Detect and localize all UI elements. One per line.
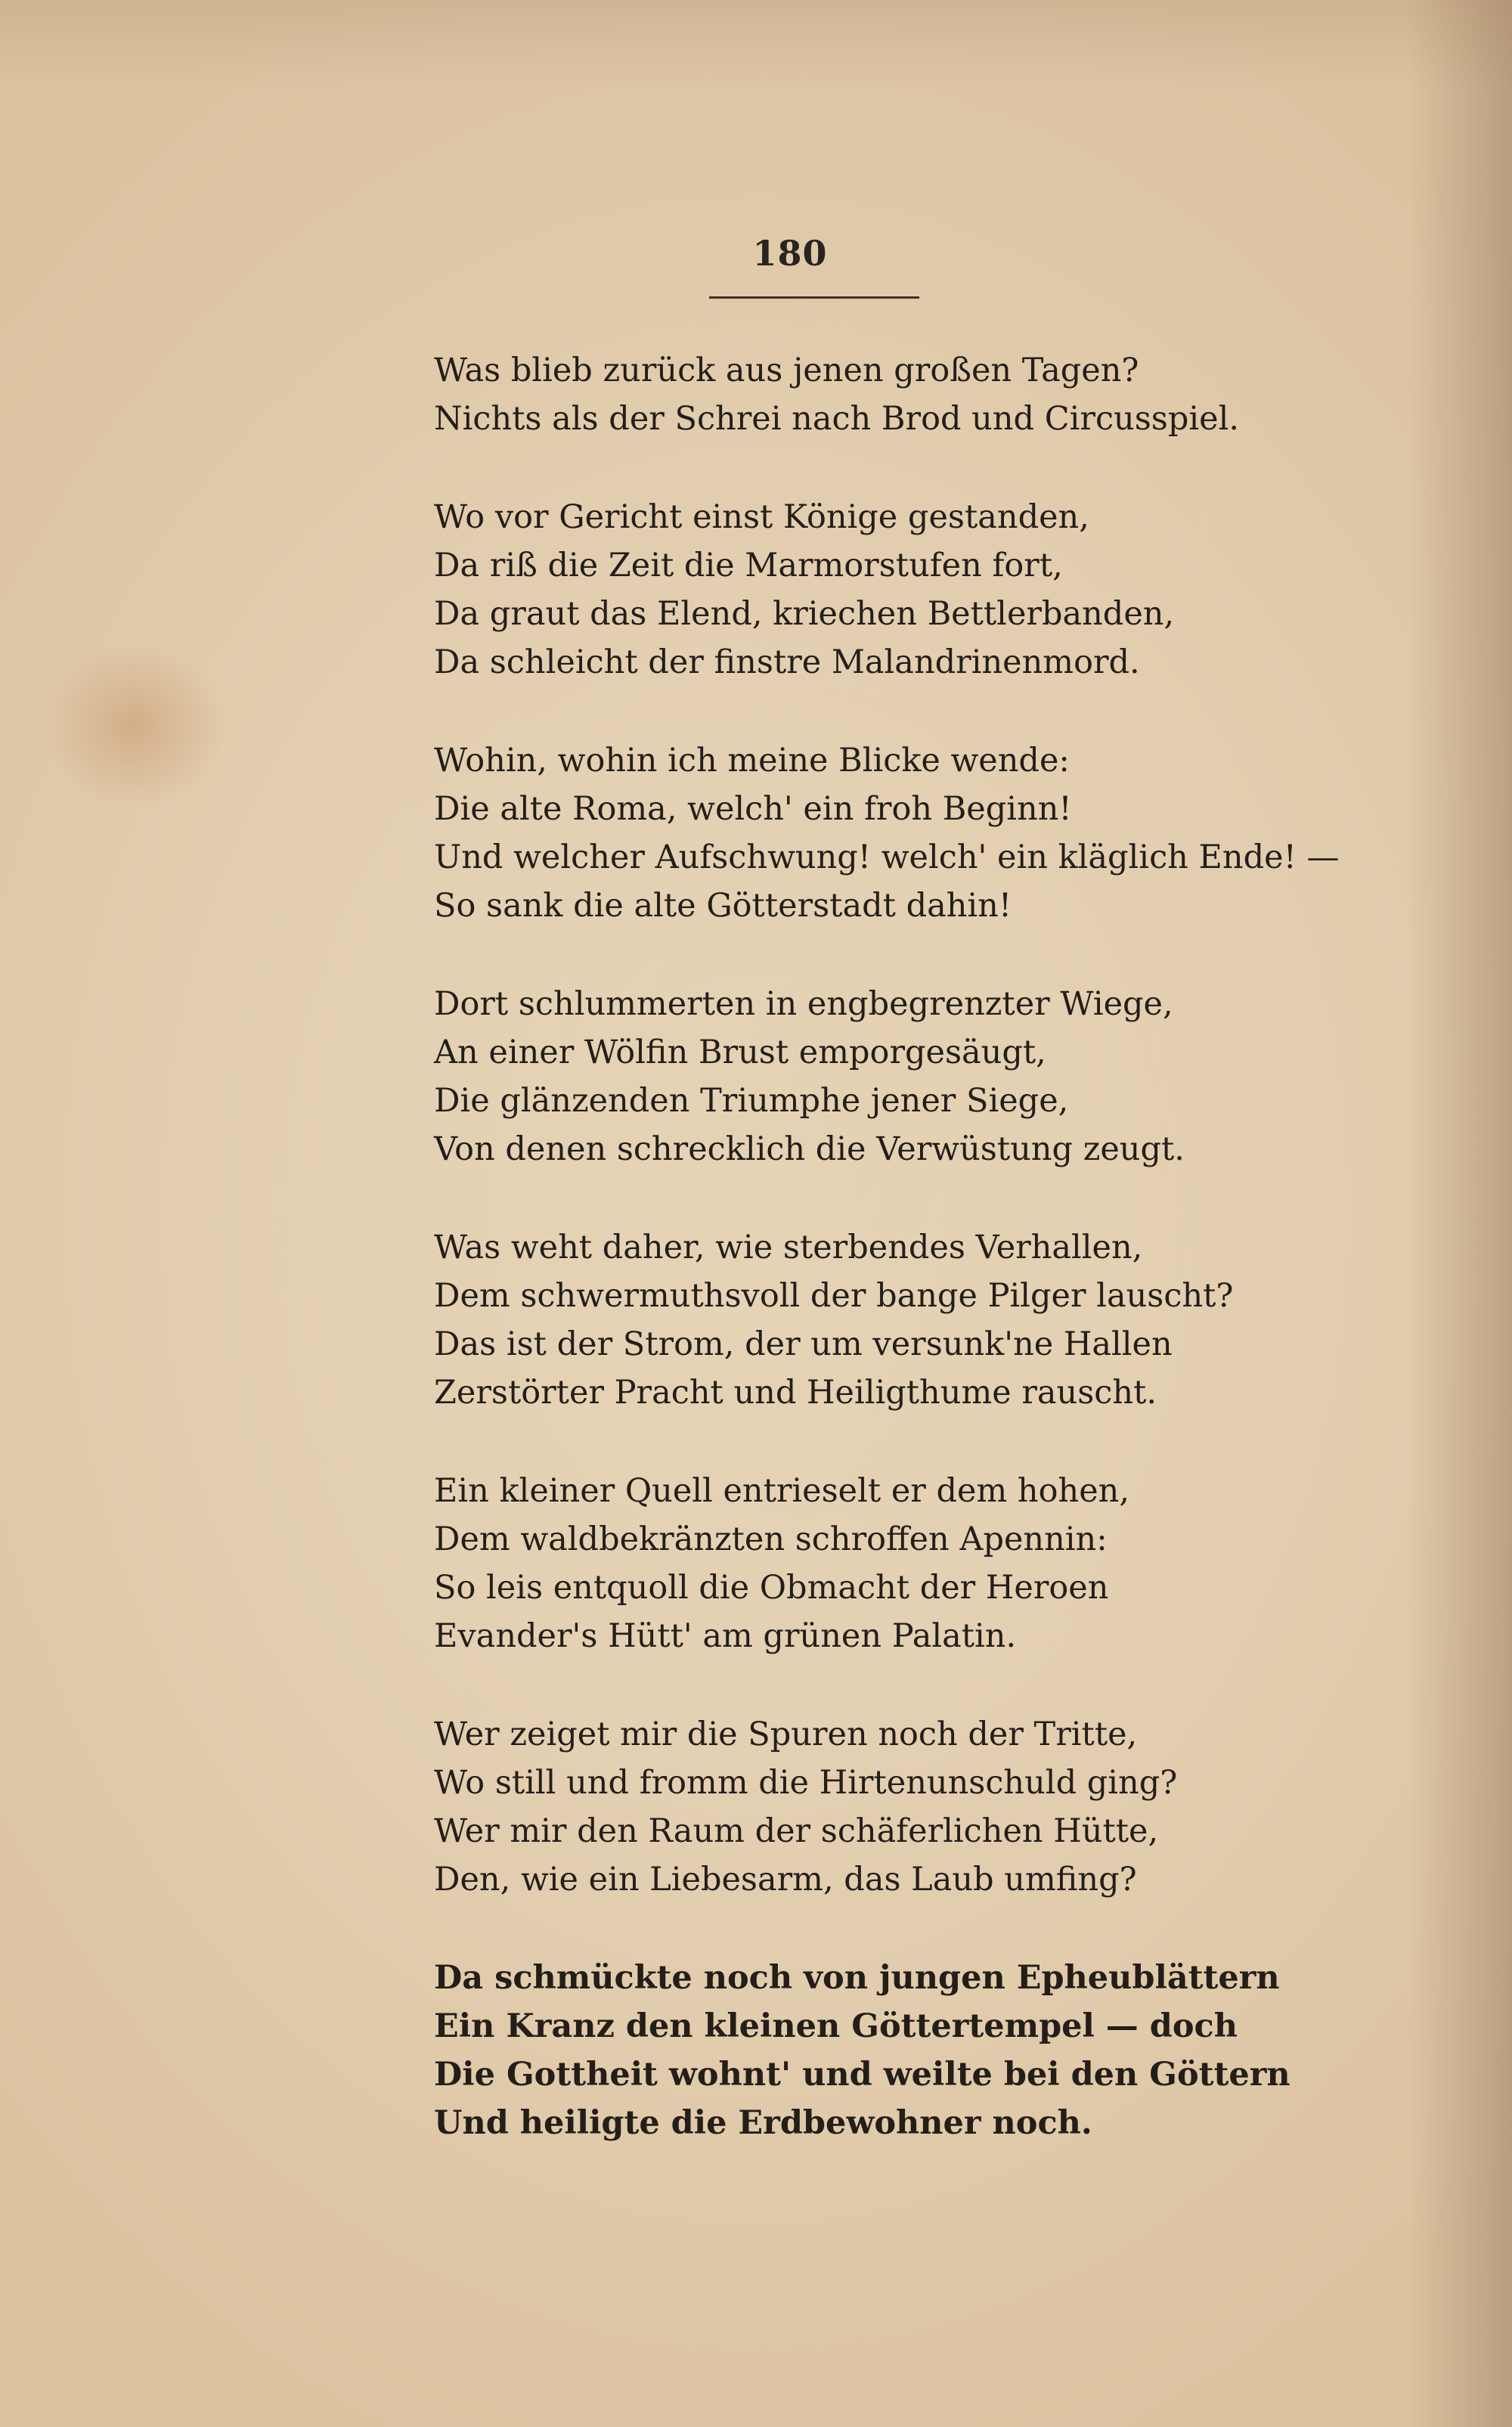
page-edge-shading: [1406, 0, 1512, 2427]
poem-line: Was weht daher, wie sterbendes Verhallen,: [434, 1229, 1143, 1266]
poem-line: Die glänzenden Triumphe jener Siege,: [434, 1082, 1069, 1120]
poem-line: An einer Wölfin Brust emporgesäugt,: [434, 1034, 1046, 1071]
poem-line: Dem schwermuthsvoll der bange Pilger lauscht?: [434, 1277, 1234, 1315]
poem-line: Ein Kranz den kleinen Göttertempel — doch: [434, 2007, 1238, 2045]
stanza-4: [434, 980, 1326, 1173]
stanza-7: [434, 1710, 1326, 1904]
poem-line: Evander's Hütt' am grünen Palatin.: [434, 1617, 1017, 1655]
page-top-shading: [0, 0, 1512, 91]
poem-line: So sank die alte Götterstadt dahin!: [434, 887, 1012, 925]
stanza-8: [434, 1954, 1326, 2147]
poem-line: Nichts als der Schrei nach Brod und Circusspiel.: [434, 400, 1240, 438]
poem-line: Dem waldbekränzten schroffen Apennin:: [434, 1520, 1108, 1558]
poem-line: Und heiligte die Erdbewohner noch.: [434, 2104, 1092, 2142]
stanza-3: [434, 736, 1340, 930]
poem-line: Wo vor Gericht einst Könige gestanden,: [434, 498, 1089, 536]
poem-line: Da schleicht der finstre Malandrinenmord.: [434, 643, 1140, 681]
poem-line: Die alte Roma, welch' ein froh Beginn!: [434, 790, 1072, 828]
poem-line: Wo still und fromm die Hirtenunschuld ging?: [434, 1764, 1178, 1802]
poem-line: Wer zeiget mir die Spuren noch der Tritte,: [434, 1716, 1138, 1753]
poem-line: Da riß die Zeit die Marmorstufen fort,: [434, 547, 1063, 584]
stanza-5: [434, 1223, 1326, 1417]
poem-line: Den, wie ein Liebesarm, das Laub umfing?: [434, 1861, 1137, 1899]
poem-line: Ein kleiner Quell entrieselt er dem hohen,: [434, 1472, 1130, 1510]
poem-line: Das ist der Strom, der um versunk'ne Hallen: [434, 1325, 1173, 1363]
poem-line: Da schmückte noch von jungen Epheublättern: [434, 1959, 1280, 1997]
poem-line: Dort schlummerten in engbegrenzter Wiege,: [434, 985, 1173, 1023]
stanza-6: [434, 1467, 1326, 1660]
poem-line: Von denen schrecklich die Verwüstung zeugt.: [434, 1130, 1185, 1168]
poem-line: Wohin, wohin ich meine Blicke wende:: [434, 742, 1070, 780]
stanza-1: [434, 346, 1326, 443]
poem-line: Da graut das Elend, kriechen Bettlerbanden,: [434, 595, 1175, 633]
page-number: 180: [752, 233, 828, 274]
poem-line: Wer mir den Raum der schäferlichen Hütte,: [434, 1812, 1159, 1850]
poem-line: Und welcher Aufschwung! welch' ein kläglich Ende! —: [434, 838, 1340, 876]
header-rule: [709, 296, 919, 299]
poem-line: Was blieb zurück aus jenen großen Tagen?: [434, 352, 1139, 389]
poem: [434, 346, 1340, 2197]
poem-line: So leis entquoll die Obmacht der Heroen: [434, 1569, 1109, 1607]
stanza-2: [434, 493, 1326, 687]
poem-line: Die Gottheit wohnt' und weilte bei den Göttern: [434, 2056, 1290, 2094]
poem-line: Zerstörter Pracht und Heiligthume rauscht.: [434, 1374, 1157, 1412]
